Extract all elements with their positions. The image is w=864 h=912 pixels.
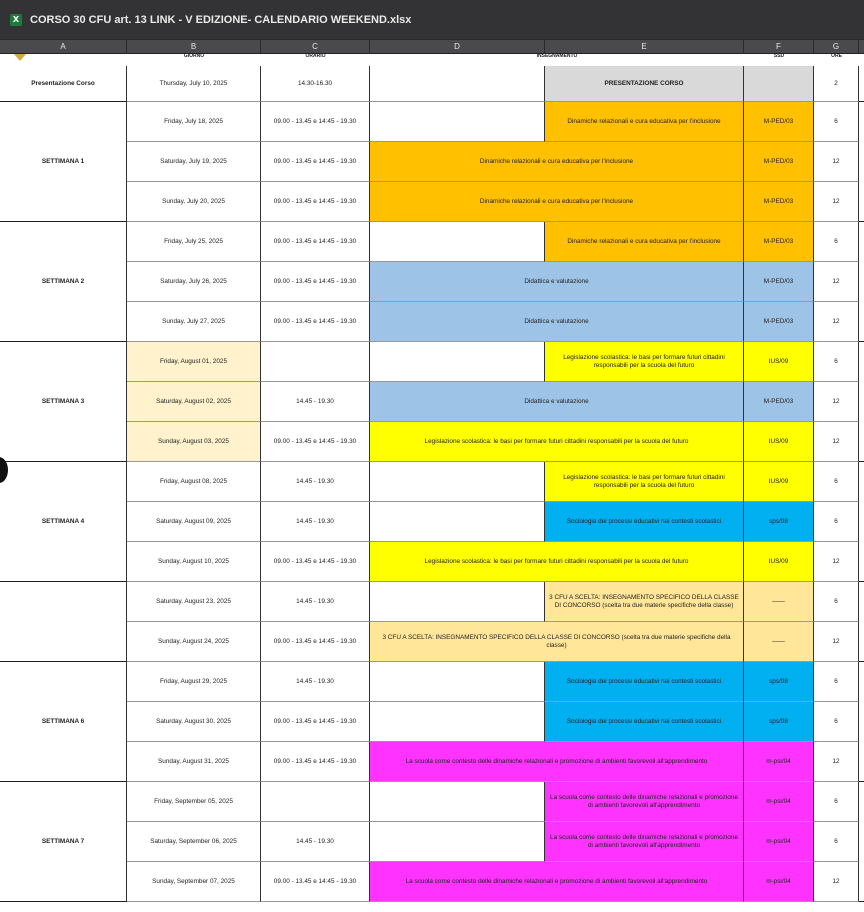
ssd-cell[interactable]: m-psi/04	[744, 822, 814, 862]
subject-cell[interactable]: Legislazione scolastica: le basi per formare futuri cittadini responsabili per la scuola del futuro	[370, 422, 744, 462]
ssd-cell[interactable]: IUS/09	[744, 342, 814, 382]
time-cell[interactable]: 09.00 - 13.45 e 14:45 - 19.30	[261, 742, 370, 782]
subject-cell[interactable]: Didattica e valutazione	[370, 302, 744, 342]
hours-cell[interactable]: 12	[814, 862, 859, 902]
week-label[interactable]: SETTIMANA 2	[0, 222, 127, 342]
date-cell[interactable]: Sunday, July 27, 2025	[127, 302, 261, 342]
ssd-cell[interactable]: M-PED/03	[744, 182, 814, 222]
column-header-bar	[0, 40, 864, 54]
ssd-cell[interactable]: M-PED/03	[744, 302, 814, 342]
date-cell[interactable]: Friday, September 05, 2025	[127, 782, 261, 822]
hours-cell[interactable]: 6	[814, 822, 859, 862]
ssd-cell[interactable]: m-psi/04	[744, 862, 814, 902]
date-cell[interactable]: Friday, August 01, 2025	[127, 342, 261, 382]
time-cell[interactable]: 14.45 - 19.30	[261, 582, 370, 622]
column-header-e[interactable]: E	[545, 40, 744, 54]
date-cell[interactable]: Thursday, July 10, 2025	[127, 66, 261, 102]
column-header-c[interactable]: C	[261, 40, 370, 54]
hours-cell[interactable]: 12	[814, 382, 859, 422]
date-cell[interactable]: Saturday, August 09, 2025	[127, 502, 261, 542]
hours-cell[interactable]: 6	[814, 502, 859, 542]
ssd-cell[interactable]: IUS/09	[744, 422, 814, 462]
header-giorno: GIORNO	[183, 54, 205, 59]
subject-cell[interactable]: 3 CFU A SCELTA: INSEGNAMENTO SPECIFICO DELLA CLASSE DI CONCORSO (scelta tra due materie specifiche della classe)	[370, 622, 744, 662]
empty-cell[interactable]	[370, 102, 545, 142]
time-cell[interactable]: 14.30-16.30	[261, 66, 370, 102]
subject-cell[interactable]: Dinamiche relazionali e cura educativa per l'inclusione	[370, 182, 744, 222]
time-cell[interactable]: 14.45 - 19.30	[261, 382, 370, 422]
hours-cell[interactable]: 12	[814, 742, 859, 782]
subject-cell[interactable]: La scuola come contesto delle dinamiche relazionali e promozione di ambienti favorevoli all'apprendimento	[370, 862, 744, 902]
header-insegnamento: INSEGNAMENTO	[536, 54, 578, 59]
hours-cell[interactable]: 6	[814, 462, 859, 502]
hours-cell[interactable]: 6	[814, 582, 859, 622]
ssd-cell[interactable]	[744, 66, 814, 102]
ssd-cell[interactable]: sps/08	[744, 662, 814, 702]
time-cell[interactable]: 09.00 - 13.45 e 14:45 - 19.30	[261, 702, 370, 742]
empty-cell[interactable]	[370, 462, 545, 502]
ssd-cell[interactable]: M-PED/03	[744, 382, 814, 422]
date-cell[interactable]: Saturday, July 26, 2025	[127, 262, 261, 302]
date-cell[interactable]: Saturday, August 02, 2025	[127, 382, 261, 422]
hours-cell[interactable]: 6	[814, 102, 859, 142]
ssd-cell[interactable]: sps/08	[744, 502, 814, 542]
column-header-g[interactable]: G	[814, 40, 859, 54]
empty-cell[interactable]	[370, 822, 545, 862]
date-cell[interactable]: Sunday, August 31, 2025	[127, 742, 261, 782]
header-ore: ORE	[831, 54, 842, 59]
ssd-cell[interactable]: sps/08	[744, 702, 814, 742]
hours-cell[interactable]: 6	[814, 782, 859, 822]
header-ssd: SSD	[773, 54, 785, 59]
time-cell[interactable]: 09.00 - 13.45 e 14:45 - 19.30	[261, 542, 370, 582]
hours-cell[interactable]: 12	[814, 542, 859, 582]
date-cell[interactable]: Sunday, August 24, 2025	[127, 622, 261, 662]
excel-file-icon: X	[10, 14, 22, 26]
ssd-cell[interactable]: IUS/09	[744, 462, 814, 502]
date-cell[interactable]: Saturday, July 19, 2025	[127, 142, 261, 182]
time-cell[interactable]: 09.00 - 13.45 e 14:45 - 19.30	[261, 422, 370, 462]
ssd-cell[interactable]: ——	[744, 582, 814, 622]
week-label[interactable]: SETTIMANA 1	[0, 102, 127, 222]
date-cell[interactable]: Sunday, August 10, 2025	[127, 542, 261, 582]
week-label[interactable]: SETTIMANA 4	[0, 462, 127, 582]
spreadsheet-grid[interactable]	[0, 54, 864, 912]
column-header-f[interactable]: F	[744, 40, 814, 54]
hours-cell[interactable]: 6	[814, 702, 859, 742]
time-cell[interactable]: 09.00 - 13.45 e 14:45 - 19.30	[261, 102, 370, 142]
subject-cell[interactable]: Legislazione scolastica: le basi per formare futuri cittadini responsabili per la scuola del futuro	[370, 542, 744, 582]
date-cell[interactable]: Friday, August 29, 2025	[127, 662, 261, 702]
date-cell[interactable]: Friday, July 18, 2025	[127, 102, 261, 142]
hours-cell[interactable]: 12	[814, 422, 859, 462]
subject-cell[interactable]: Didattica e valutazione	[370, 262, 744, 302]
time-cell[interactable]: 14.45 - 19.30	[261, 822, 370, 862]
ssd-cell[interactable]: M-PED/03	[744, 102, 814, 142]
ssd-cell[interactable]: M-PED/03	[744, 142, 814, 182]
empty-cell[interactable]	[370, 782, 545, 822]
date-cell[interactable]: Saturday, September 06, 2025	[127, 822, 261, 862]
date-cell[interactable]: Sunday, August 03, 2025	[127, 422, 261, 462]
hours-cell[interactable]: 6	[814, 342, 859, 382]
logo-icon	[14, 54, 26, 61]
time-cell[interactable]: 14.45 - 19.30	[261, 662, 370, 702]
hours-cell[interactable]: 12	[814, 142, 859, 182]
window-title: CORSO 30 CFU art. 13 LINK - V EDIZIONE- CALENDARIO WEEKEND.xlsx	[30, 13, 412, 26]
hours-cell[interactable]: 12	[814, 302, 859, 342]
time-cell[interactable]: 14.45 - 19.30	[261, 462, 370, 502]
week-label[interactable]: Presentazione Corso	[0, 66, 127, 102]
subject-cell[interactable]: Sociologia dei processi educativi nei contesti scolastici	[545, 502, 744, 542]
time-cell[interactable]: 09.00 - 13.45 e 14:45 - 19.30	[261, 302, 370, 342]
date-cell[interactable]: Saturday, August 23, 2025	[127, 582, 261, 622]
ssd-cell[interactable]: ——	[744, 622, 814, 662]
empty-cell[interactable]	[370, 662, 545, 702]
week-label[interactable]: SETTIMANA 3	[0, 342, 127, 462]
week-label[interactable]: SETTIMANA 7	[0, 782, 127, 902]
subject-cell[interactable]: La scuola come contesto delle dinamiche relazionali e promozione di ambienti favorevoli all'apprendimento	[545, 822, 744, 862]
time-cell[interactable]	[261, 342, 370, 382]
subject-cell[interactable]: La scuola come contesto delle dinamiche relazionali e promozione di ambienti favorevoli all'apprendimento	[545, 782, 744, 822]
ssd-cell[interactable]: IUS/09	[744, 542, 814, 582]
date-cell[interactable]: Sunday, September 07, 2025	[127, 862, 261, 902]
subject-cell[interactable]: Legislazione scolastica: le basi per formare futuri cittadini responsabili per la scuola del futuro	[545, 462, 744, 502]
empty-cell[interactable]	[370, 342, 545, 382]
empty-cell[interactable]	[370, 66, 545, 102]
hours-cell[interactable]: 6	[814, 222, 859, 262]
time-cell[interactable]: 14.45 - 19.30	[261, 502, 370, 542]
date-cell[interactable]: Friday, August 08, 2025	[127, 462, 261, 502]
column-header-a[interactable]: A	[0, 40, 127, 54]
subject-cell[interactable]: Sociologia dei processi educativi nei contesti scolastici	[545, 702, 744, 742]
empty-cell[interactable]	[370, 502, 545, 542]
subject-cell[interactable]: 3 CFU A SCELTA: INSEGNAMENTO SPECIFICO DELLA CLASSE DI CONCORSO (scelta tra due materie specifiche della classe)	[545, 582, 744, 622]
subject-cell[interactable]: Dinamiche relazionali e cura educativa per l'inclusione	[545, 102, 744, 142]
time-cell[interactable]: 09.00 - 13.45 e 14:45 - 19.30	[261, 142, 370, 182]
subject-cell[interactable]: PRESENTAZIONE CORSO	[545, 66, 744, 102]
ssd-cell[interactable]: M-PED/03	[744, 222, 814, 262]
ssd-cell[interactable]: m-psi/04	[744, 782, 814, 822]
week-label[interactable]	[0, 582, 127, 662]
time-cell[interactable]: 09.00 - 13.45 e 14:45 - 19.30	[261, 222, 370, 262]
subject-cell[interactable]: La scuola come contesto delle dinamiche relazionali e promozione di ambienti favorevoli all'apprendimento	[370, 742, 744, 782]
hours-cell[interactable]: 12	[814, 622, 859, 662]
hours-cell[interactable]: 2	[814, 66, 859, 102]
date-cell[interactable]: Sunday, July 20, 2025	[127, 182, 261, 222]
empty-cell[interactable]	[370, 222, 545, 262]
subject-cell[interactable]: Sociologia dei processi educativi nei contesti scolastici	[545, 662, 744, 702]
subject-cell[interactable]: Didattica e valutazione	[370, 382, 744, 422]
title-bar	[0, 0, 864, 40]
subject-cell[interactable]: Dinamiche relazionali e cura educativa per l'inclusione	[370, 142, 744, 182]
ssd-cell[interactable]: M-PED/03	[744, 262, 814, 302]
time-cell[interactable]: 09.00 - 13.45 e 14:45 - 19.30	[261, 622, 370, 662]
hours-cell[interactable]: 6	[814, 662, 859, 702]
subject-cell[interactable]: Dinamiche relazionali e cura educativa per l'inclusione	[545, 222, 744, 262]
empty-cell[interactable]	[370, 582, 545, 622]
hours-cell[interactable]: 12	[814, 182, 859, 222]
time-cell[interactable]	[261, 782, 370, 822]
ssd-cell[interactable]: m-psi/04	[744, 742, 814, 782]
header-orario: ORARIO	[305, 54, 326, 59]
column-header-b[interactable]: B	[127, 40, 261, 54]
subject-cell[interactable]: Legislazione scolastica: le basi per formare futuri cittadini responsabili per la scuola del futuro	[545, 342, 744, 382]
date-cell[interactable]: Saturday, August 30, 2025	[127, 702, 261, 742]
week-label[interactable]: SETTIMANA 6	[0, 662, 127, 782]
column-header-d[interactable]: D	[370, 40, 545, 54]
hours-cell[interactable]: 12	[814, 262, 859, 302]
time-cell[interactable]: 09.00 - 13.45 e 14:45 - 19.30	[261, 182, 370, 222]
date-cell[interactable]: Friday, July 25, 2025	[127, 222, 261, 262]
empty-cell[interactable]	[370, 702, 545, 742]
time-cell[interactable]: 09.00 - 13.45 e 14:45 - 19.30	[261, 862, 370, 902]
time-cell[interactable]: 09.00 - 13.45 e 14:45 - 19.30	[261, 262, 370, 302]
